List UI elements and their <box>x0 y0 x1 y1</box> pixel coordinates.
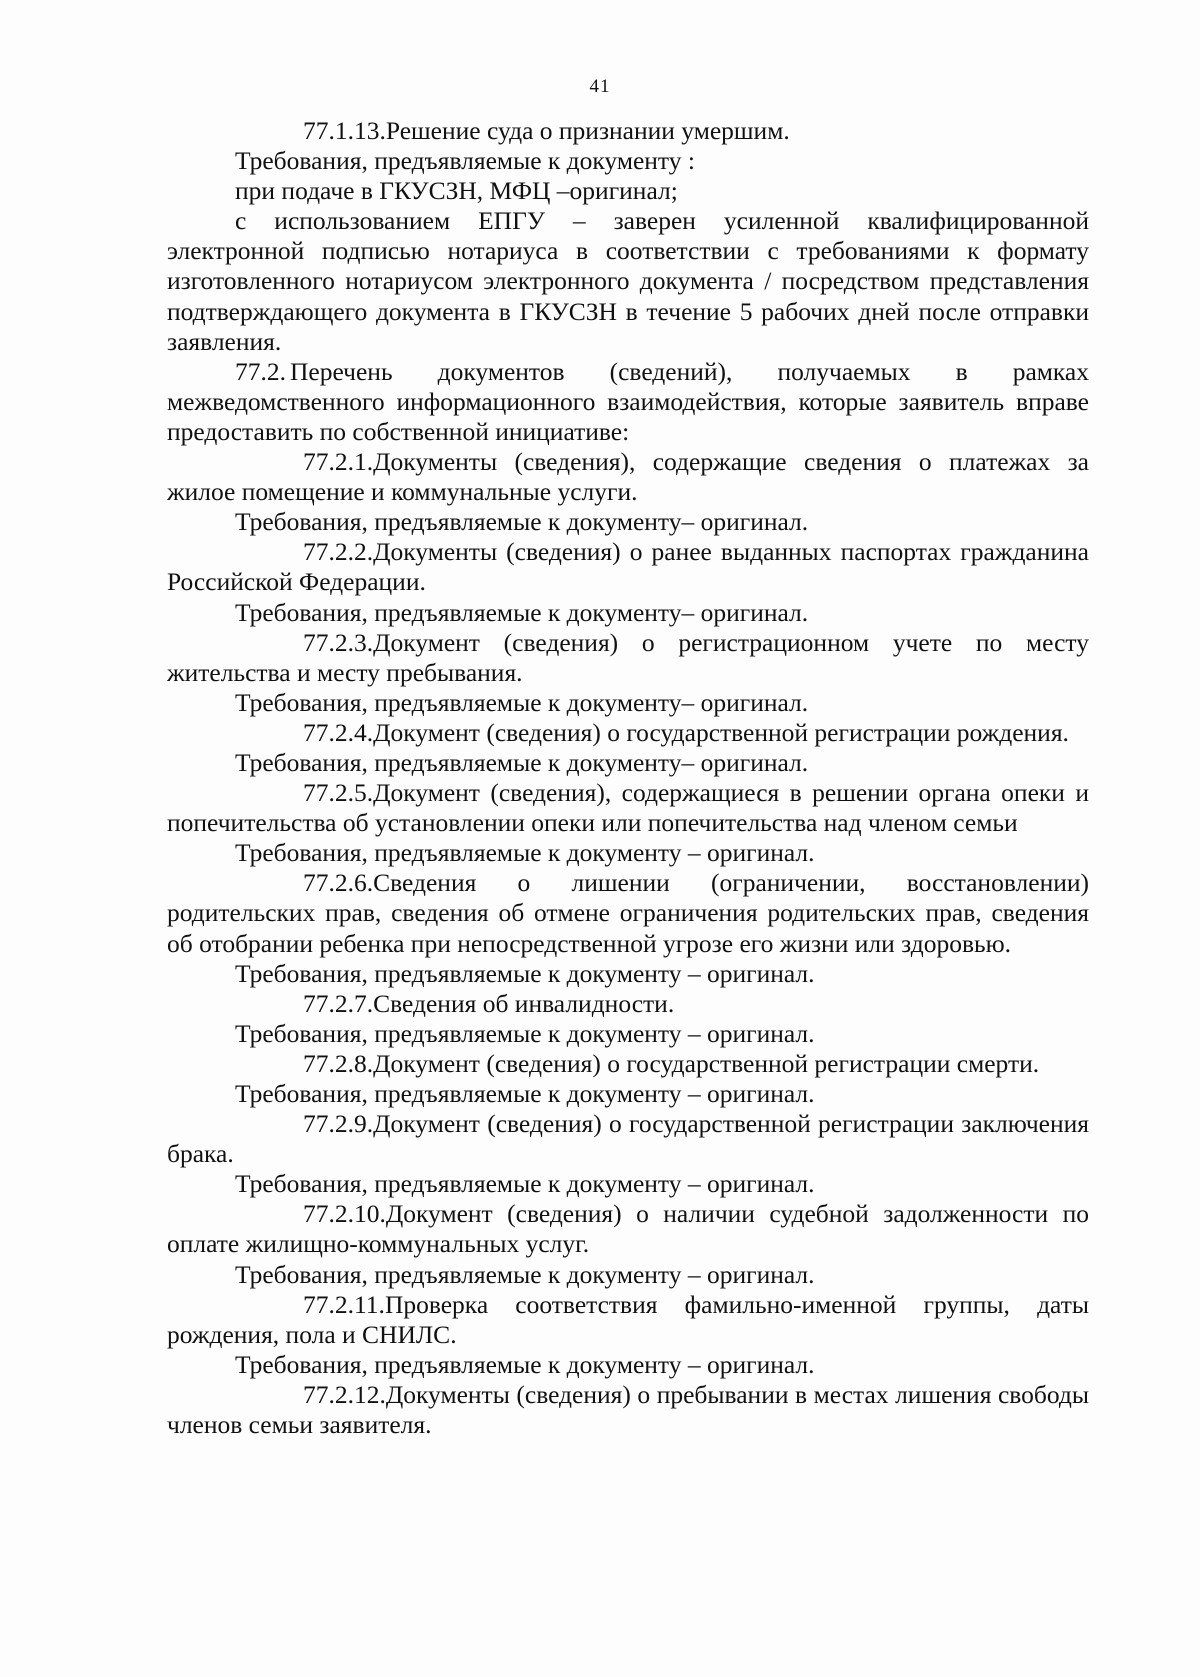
paragraph-text: Документы (сведения), содержащие сведения о платежах за жилое помещение и коммунальные услуги. <box>167 447 1089 507</box>
paragraph-text: Документы (сведения) о пребывании в местах лишения свободы членов семьи заявителя. <box>167 1379 1089 1440</box>
paragraph-number: 77.2.8. <box>303 1048 374 1078</box>
paragraph-text: Сведения о лишении (ограничении, восстановлении) родительских прав, сведения об отмене ограничения родительских прав, сведения об отобрании ребенка при непосредственной угрозе его жизни или здоровью. <box>167 868 1089 958</box>
paragraph-text: Документ (сведения), содержащиеся в решении органа опеки и попечительства об установлении опеки или попечительства над членом семьи <box>167 778 1089 838</box>
paragraph-text: Перечень документов (сведений), получаемых в рамках межведомственного информационного взаимодействия, которые заявитель вправе предоставить по собственной инициативе: <box>167 356 1089 446</box>
paragraph-number: 77.2.10. <box>303 1199 386 1229</box>
paragraph <box>167 206 1089 356</box>
paragraph <box>167 146 1089 176</box>
paragraph-text: Требования, предъявляемые к документу : <box>235 146 695 176</box>
paragraph <box>167 507 1089 537</box>
paragraph-text: Требования, предъявляемые к документу – оригинал. <box>235 1018 815 1048</box>
paragraph-text: Требования, предъявляемые к документу– оригинал. <box>235 687 809 717</box>
numbered-paragraph <box>167 718 1089 748</box>
paragraph-number: 77.2.6. <box>303 868 374 898</box>
paragraph-text: Документ (сведения) о государственной регистрации рождения. <box>373 717 1069 747</box>
paragraph-number: 77.2. <box>235 356 286 386</box>
numbered-paragraph <box>167 1380 1089 1440</box>
paragraph-text: Требования, предъявляемые к документу – оригинал. <box>235 1079 815 1108</box>
paragraph-text: Проверка соответствия фамильно-именной группы, даты рождения, пола и СНИЛС. <box>167 1289 1089 1349</box>
paragraph <box>167 748 1089 778</box>
paragraph-text: Решение суда о признании умершим. <box>385 116 790 145</box>
paragraph-text: Документ (сведения) о государственной регистрации заключения брака. <box>167 1109 1089 1169</box>
paragraph <box>167 688 1089 718</box>
paragraph-number: 77.2.3. <box>303 627 374 657</box>
paragraph-number: 77.2.5. <box>303 778 374 808</box>
paragraph <box>167 1019 1089 1049</box>
document-body <box>167 116 1089 1440</box>
paragraph <box>167 838 1089 868</box>
numbered-paragraph <box>167 357 1089 447</box>
paragraph-number: 77.2.9. <box>303 1109 374 1139</box>
numbered-paragraph <box>167 116 1089 146</box>
paragraph <box>167 1350 1089 1380</box>
paragraph-number: 77.2.7. <box>303 988 374 1018</box>
paragraph-text: Требования, предъявляемые к документу– оригинал. <box>235 597 809 627</box>
numbered-paragraph <box>167 868 1089 958</box>
paragraph-text: с использованием ЕПГУ – заверен усиленной квалифицированной электронной подписью нотариуса в соответствии с требованиями к формату изготовленного нотариусом электронного документа / посредством представления подтверждающего документа в ГКУСЗН в течение 5 рабочих дней после отправки заявления. <box>167 206 1089 356</box>
paragraph <box>167 1169 1089 1199</box>
paragraph-text: Требования, предъявляемые к документу – оригинал. <box>235 958 815 988</box>
paragraph-text: Требования, предъявляемые к документу – оригинал. <box>235 1259 815 1289</box>
paragraph-number: 77.2.2. <box>303 537 374 567</box>
paragraph-text: Требования, предъявляемые к документу – оригинал. <box>235 1349 815 1379</box>
numbered-paragraph <box>167 1290 1089 1350</box>
paragraph <box>167 959 1089 989</box>
paragraph-text: Требования, предъявляемые к документу – оригинал. <box>235 1169 815 1199</box>
paragraph-number: 77.2.1. <box>303 447 374 477</box>
numbered-paragraph <box>167 778 1089 838</box>
paragraph-text: Документ (сведения) о наличии судебной задолженности по оплате жилищно-коммунальных услуг. <box>167 1199 1089 1259</box>
paragraph-text: Сведения об инвалидности. <box>373 988 675 1018</box>
page-number: 41 <box>589 76 611 97</box>
numbered-paragraph <box>167 447 1089 507</box>
paragraph-text: Документ (сведения) о регистрационном учете по месту жительства и месту пребывания. <box>167 627 1089 687</box>
numbered-paragraph <box>167 628 1089 688</box>
numbered-paragraph <box>167 989 1089 1019</box>
paragraph-text: Требования, предъявляемые к документу– оригинал. <box>235 747 809 777</box>
paragraph-number: 77.2.12. <box>303 1379 386 1409</box>
numbered-paragraph <box>167 1109 1089 1169</box>
numbered-paragraph <box>167 537 1089 597</box>
paragraph-number: 77.2.11. <box>303 1289 385 1319</box>
paragraph-text: Документ (сведения) о государственной регистрации смерти. <box>373 1048 1040 1078</box>
paragraph-number: 77.2.4. <box>303 717 374 747</box>
paragraph-text: при подаче в ГКУСЗН, МФЦ –оригинал; <box>235 176 678 206</box>
paragraph-number: 77.1.13. <box>303 116 386 145</box>
paragraph-text: Требования, предъявляемые к документу– оригинал. <box>235 507 809 537</box>
paragraph <box>167 598 1089 628</box>
numbered-paragraph <box>167 1199 1089 1259</box>
paragraph-text: Требования, предъявляемые к документу – оригинал. <box>235 838 815 868</box>
paragraph <box>167 1260 1089 1290</box>
paragraph-text: Документы (сведения) о ранее выданных паспортах гражданина Российской Федерации. <box>167 537 1089 597</box>
paragraph <box>167 1079 1089 1109</box>
numbered-paragraph <box>167 1049 1089 1079</box>
paragraph <box>167 176 1089 206</box>
